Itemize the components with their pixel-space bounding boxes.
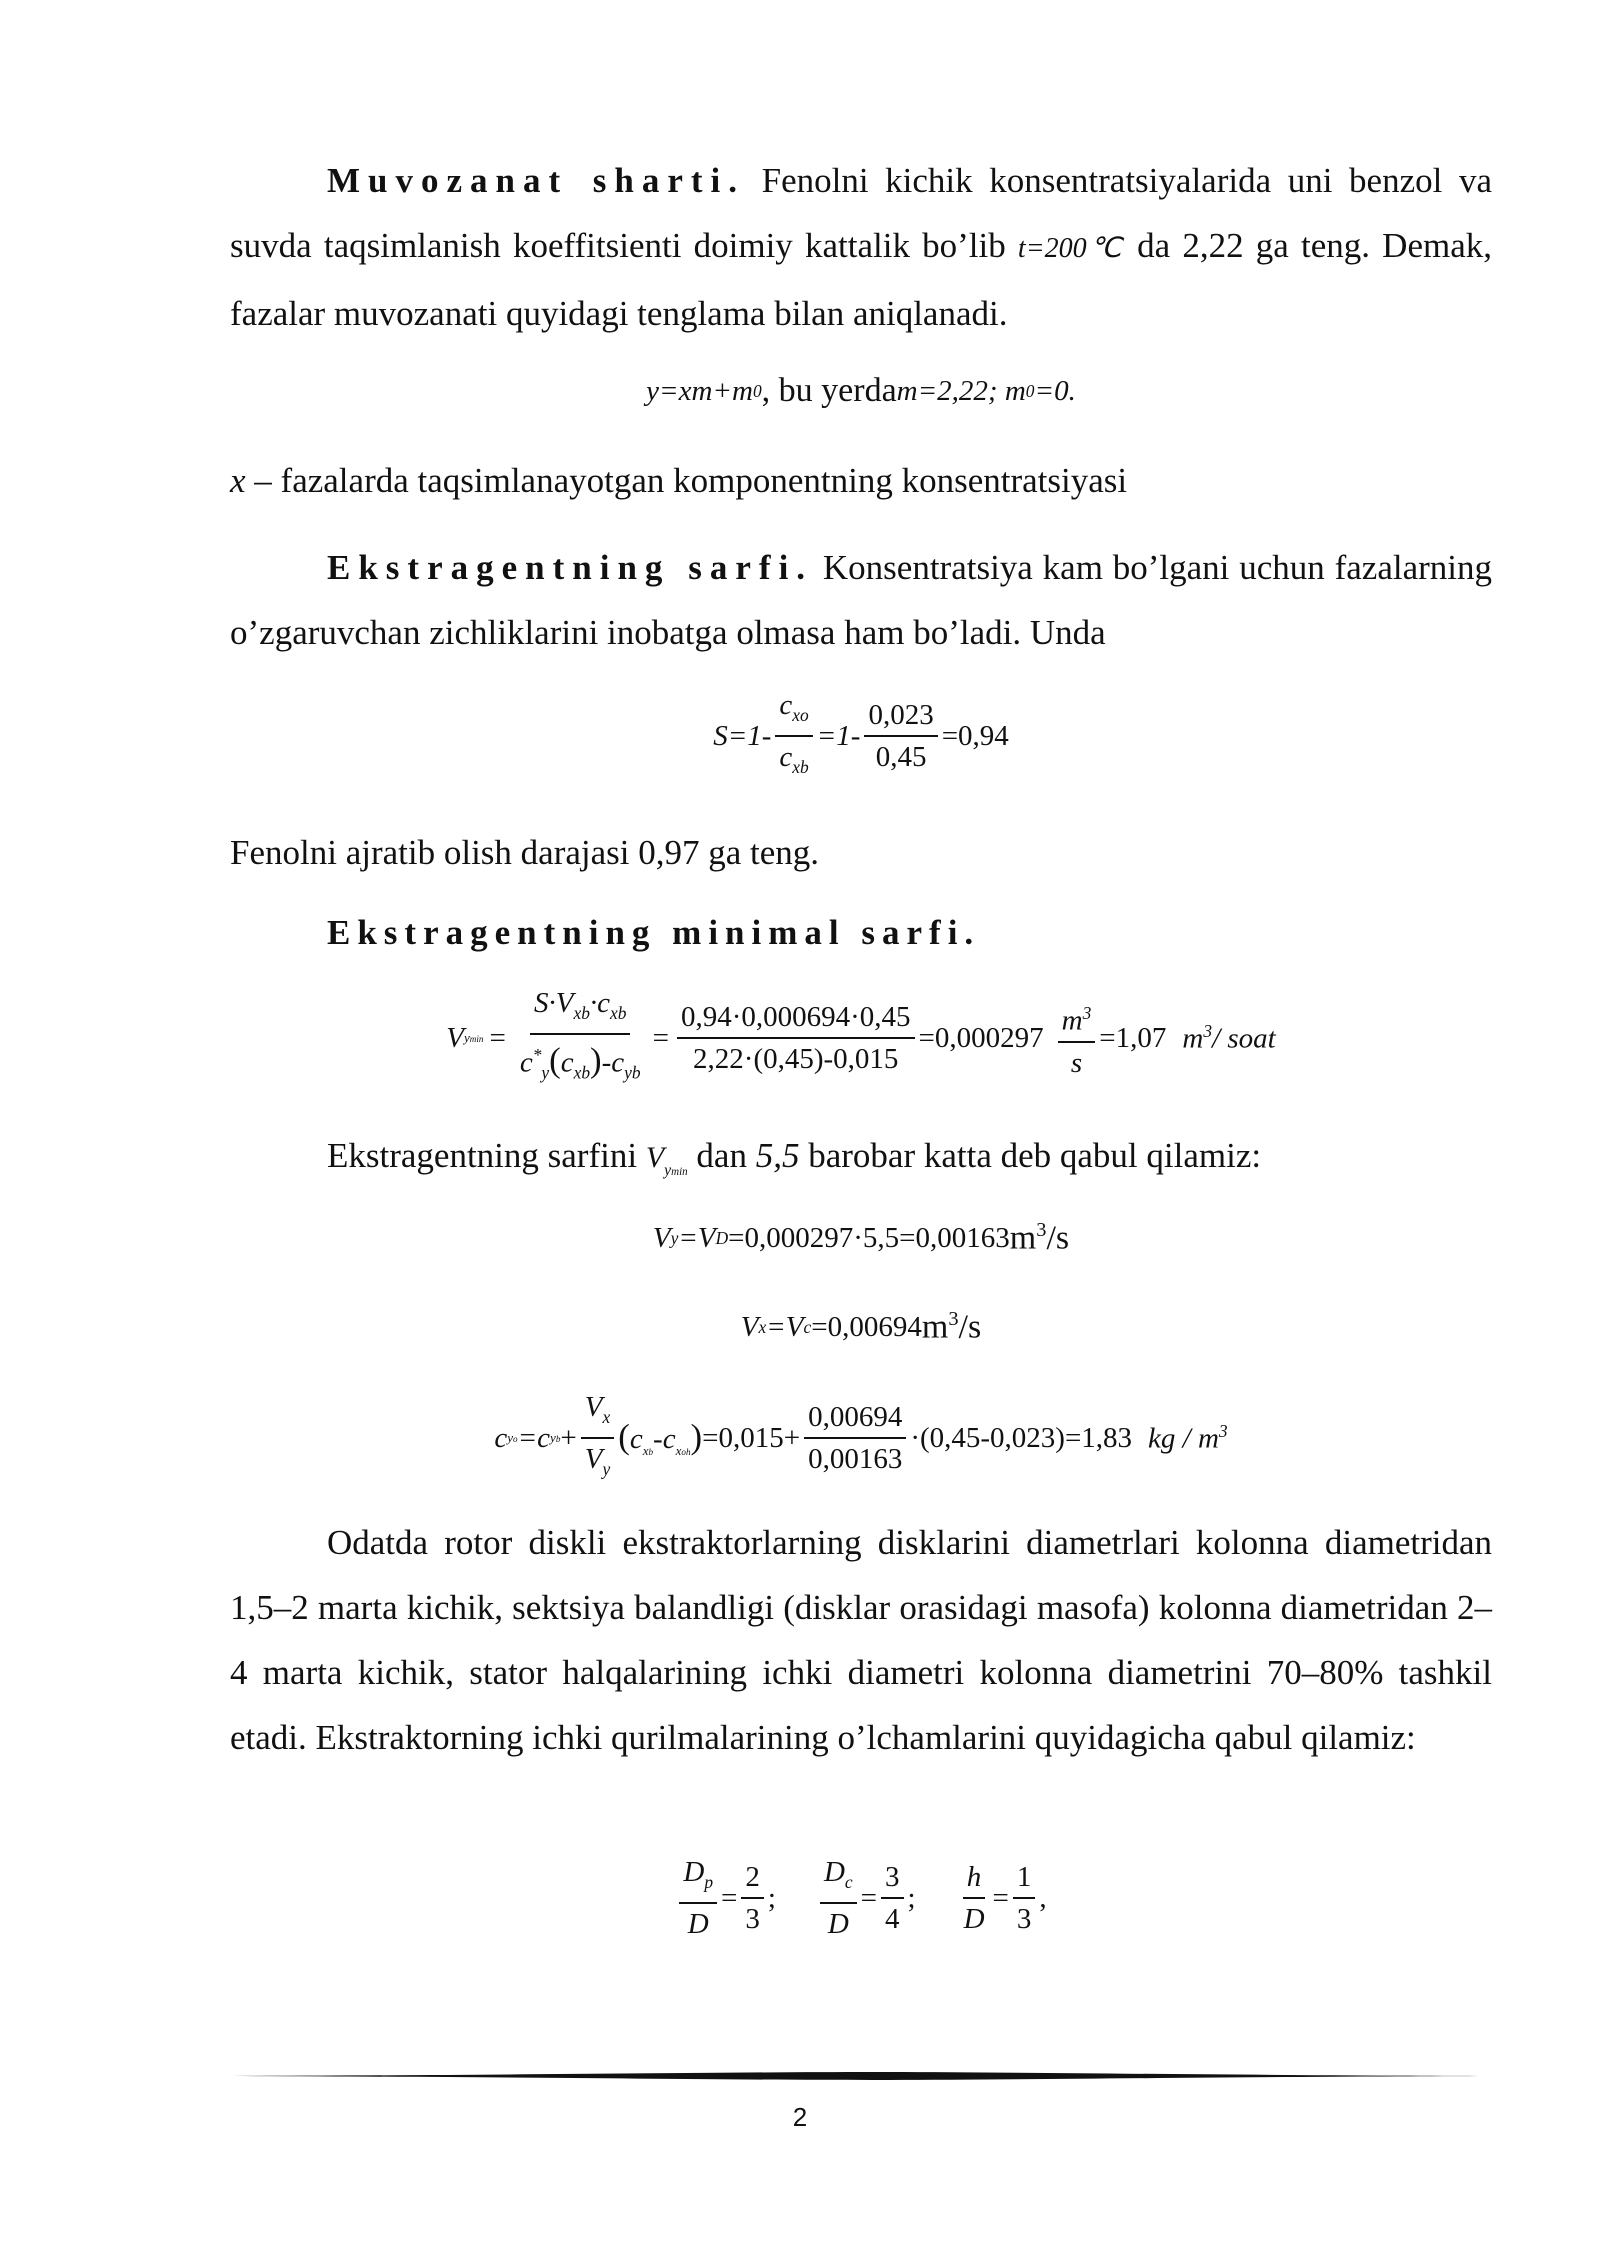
unit-sup: 3 xyxy=(1082,1003,1092,1024)
eq-sub: y xyxy=(464,1030,470,1045)
equation-ratios: $\frac{D_p}{D}$ = $\frac{2}{3}$ ; $\frac{D_c}{D}$ = $\frac{3}{4}$ ; $\frac{h}{D}$ = $\frac{1}{3}$ , xyxy=(230,1848,1492,1948)
eq-sub: y xyxy=(507,1430,514,1445)
equation-equilibrium xyxy=(230,366,1492,416)
unit: m xyxy=(1009,1219,1037,1257)
eq-sub: o xyxy=(513,1434,518,1444)
fraction-numeric xyxy=(804,1399,906,1477)
unit-sup: 3 xyxy=(1203,1020,1213,1041)
paragraph-text: da 2,22 ga teng. Demak, fazalar muvozanati quyidagi tenglama bilan aniqlanadi. xyxy=(230,226,1492,333)
unit: / soat xyxy=(1212,1022,1276,1055)
frac-den: -c xyxy=(601,1046,625,1079)
eq-sub: y xyxy=(550,1430,556,1445)
eq-result: =0,00694 xyxy=(811,1311,922,1343)
fraction-2-3 xyxy=(741,1859,764,1937)
eq-lhs: S=1- xyxy=(713,719,772,752)
frac-num: V xyxy=(584,1391,603,1424)
paragraph-text: Fenolni ajratib olish darajasi 0,97 ga teng. xyxy=(230,833,820,872)
eq-sub: 0 xyxy=(1025,380,1035,401)
eq-mid: =V xyxy=(766,1311,804,1343)
frac-den: 0,00163 xyxy=(808,1443,903,1475)
fraction-dp-d xyxy=(679,1854,717,1942)
frac-sub: xb xyxy=(610,1003,627,1024)
eq-mid: =1- xyxy=(816,719,861,752)
eq-rhs-end: =0. xyxy=(1034,374,1076,407)
frac-num: D xyxy=(683,1856,705,1889)
eq-sub: x xyxy=(758,1317,767,1337)
frac-num: ·c xyxy=(589,987,611,1020)
eq-mid: =c xyxy=(517,1421,551,1454)
frac-num: D xyxy=(823,1856,845,1889)
frac-num: 3 xyxy=(881,1859,904,1899)
var-sub: min xyxy=(671,1166,688,1178)
frac-sub: y xyxy=(602,1458,611,1479)
frac-den: c xyxy=(519,1046,533,1079)
separator: , xyxy=(1039,1881,1047,1914)
frac-den: 4 xyxy=(885,1903,900,1935)
frac-den: D xyxy=(963,1903,985,1935)
frac-sub: xb xyxy=(792,756,809,777)
frac-num: 2 xyxy=(741,1859,764,1899)
paren-term: -c xyxy=(653,1423,676,1456)
eq-tail: ·(0,45-0,023)=1,83 xyxy=(910,1421,1133,1454)
fraction-vx-vy xyxy=(581,1389,614,1487)
unit: /s xyxy=(1046,1219,1070,1257)
frac-den: 3 xyxy=(1016,1903,1032,1935)
eq-sub: D xyxy=(715,1228,729,1248)
frac-sub: xo xyxy=(792,705,809,725)
frac-num: S·V xyxy=(534,987,574,1020)
eq-sub: b xyxy=(555,1434,561,1444)
frac-sup: * xyxy=(532,1045,542,1066)
frac-den: D xyxy=(687,1907,709,1940)
equation-minimal-flow: V ymin = $\frac{S\cdot V_{xb}\cdot c_{xb}}{c^*_y(c_{xb})-c_{yb}}$ = $\frac{0,94\cdot 0,000694\cdot 0,45}{2,22\cdot(0,45)-0,015}$ =0,000297 $\frac{m^3}{s}$ =1,07 $m^3/$ soat xyxy=(230,988,1492,1088)
temperature-expr: t=200℃ xyxy=(1017,233,1125,264)
frac-den: D xyxy=(827,1907,849,1940)
fraction-c xyxy=(775,687,812,785)
eq-result: =0,015+ xyxy=(702,1421,801,1454)
equation-degree xyxy=(230,691,1492,781)
unit: m xyxy=(921,1308,949,1346)
frac-sub: c xyxy=(844,1871,853,1892)
paragraph-text: Ekstragentning sarfini xyxy=(327,1136,646,1175)
eq-result: =1,07 xyxy=(1099,1021,1167,1054)
separator: ; xyxy=(907,1881,916,1914)
eq-mid: =V xyxy=(678,1222,716,1254)
frac-sub: xb xyxy=(573,1003,590,1024)
eq-sub: b xyxy=(648,1446,654,1457)
unit-sup: 3 xyxy=(1036,1219,1047,1242)
eq-sub: min xyxy=(469,1034,484,1044)
fraction-symbolic: $\frac{S\cdot V_{xb}\cdot c_{xb}}{c^*_y(c_{xb})-c_{yb}}$ xyxy=(519,987,641,1083)
frac-sub: p xyxy=(704,1871,714,1892)
paragraph-text: Fenolni kichik konsentratsiyalarida uni benzol va suvda taqsimlanish koeffitsienti doimiy kattalik bo’lib xyxy=(230,161,1492,265)
variable-x: x xyxy=(230,461,246,500)
eq-result: =0,000297 xyxy=(918,1021,1044,1054)
frac-den: 2,22·(0,45)-0,015 xyxy=(693,1043,899,1075)
eq-lhs: c xyxy=(494,1421,508,1454)
heading-minimal-flow: Ekstragentning minimal sarfi. xyxy=(327,913,981,952)
fraction-dc-d xyxy=(820,1854,857,1942)
paragraph-text: barobar katta deb qabul qilamiz: xyxy=(799,1136,1262,1175)
frac-num: c xyxy=(779,689,793,722)
eq-sub: x xyxy=(642,1442,649,1458)
frac-den: V xyxy=(584,1443,603,1475)
equation-vx xyxy=(230,1300,1492,1355)
eq-result: =0,000297·5,5=0,00163 xyxy=(728,1222,1010,1254)
unit-sup: 3 xyxy=(948,1308,959,1331)
unit: /s xyxy=(958,1308,982,1346)
frac-num: 0,94·0,000694·0,45 xyxy=(677,999,915,1039)
fraction-unit xyxy=(1058,995,1096,1081)
eq-sub: x xyxy=(675,1442,682,1458)
eq-lhs: V xyxy=(652,1222,671,1254)
fraction-values xyxy=(864,697,937,775)
frac-sub: xb xyxy=(573,1062,591,1083)
paragraph-text: dan xyxy=(687,1136,756,1175)
factor: 5,5 xyxy=(755,1136,800,1175)
paragraph-minimal-flow xyxy=(230,900,1492,965)
eq-sub: oh xyxy=(681,1446,691,1457)
separator: ; xyxy=(767,1881,776,1914)
unit: kg / m xyxy=(1148,1422,1219,1455)
heading-equilibrium: Muvozanat sharti. xyxy=(327,161,746,200)
eq-text: , bu yerda xyxy=(761,372,897,409)
unit-den: s xyxy=(1070,1046,1083,1079)
frac-num: 1 xyxy=(1013,1859,1036,1899)
eq-lhs: V xyxy=(740,1311,759,1343)
eq-plus: + xyxy=(560,1421,577,1454)
paragraph-text: Konsentratsiya kam bo’lgani uchun fazalarning o’zgaruvchan zichliklarini inobatga olmasa ham bo’ladi. Unda xyxy=(230,548,1493,652)
frac-den: 3 xyxy=(745,1903,760,1935)
heading-extractant-flow: Ekstragentning sarfi. xyxy=(327,548,814,587)
paragraph-extractant-flow xyxy=(230,535,1492,665)
paragraph-accept-flow xyxy=(230,1123,1492,1205)
equation-cy: c yo =c yb + $\frac{V_x}{V_y}$ $(c_{xb}-c_{xoh})$ =0,015+ $\frac{0,00694}{0,00163}$ ·(0,45-0,023)=1,83 kg / $m^3$ xyxy=(230,1388,1492,1488)
paragraph-extraction-degree xyxy=(230,820,1492,885)
paragraph-x-definition xyxy=(230,448,1492,513)
paragraph-text: Odatda rotor diskli ekstraktorlarning disklarini diametrlari kolonna diametridan 1,5–2 marta kichik, sektsiya balandligi (disklar orasidagi masofa) kolonna diametridan 2–4 marta kichik, stator halqalarining ichki diametri kolonna diametrini 70–80% tashkil etadi. Ekstraktorning ichki qurilmalarining o’lchamlarini quyidagicha qabul qilamiz: xyxy=(230,1523,1492,1757)
variable-v: V xyxy=(645,1141,665,1174)
paragraph-dimensions xyxy=(230,1510,1492,1770)
fraction-h-d xyxy=(960,1859,989,1937)
frac-sub: x xyxy=(602,1407,611,1427)
fraction-1-3 xyxy=(1013,1859,1036,1937)
page-number: 2 xyxy=(792,2102,808,2132)
frac-den: 0,45 xyxy=(875,741,927,773)
frac-sub: yb xyxy=(624,1062,641,1083)
footer-rule xyxy=(232,2071,1492,2081)
frac-sub: y xyxy=(541,1062,550,1083)
paren-term: c xyxy=(629,1423,643,1456)
frac-num: 0,023 xyxy=(864,697,937,737)
eq-rhs: m=2,22; m xyxy=(896,374,1026,407)
equation-vy xyxy=(230,1211,1492,1266)
frac-den: c xyxy=(779,741,793,773)
unit-num: m xyxy=(1061,1004,1083,1037)
frac-den: c xyxy=(560,1046,574,1079)
frac-num: 0,00694 xyxy=(804,1399,906,1439)
paragraph-equilibrium xyxy=(230,148,1492,346)
eq-result: =0,94 xyxy=(941,719,1009,752)
eq-lhs: y=xm+m xyxy=(646,374,753,407)
var-sub: y xyxy=(664,1162,672,1179)
eq-sub: c xyxy=(803,1317,812,1337)
eq-sub: y xyxy=(670,1228,679,1248)
frac-num: h xyxy=(963,1859,986,1899)
fraction-3-4 xyxy=(881,1859,904,1937)
unit: m xyxy=(1182,1022,1204,1055)
paragraph-text: – fazalarda taqsimlanayotgan komponentning konsentratsiyasi xyxy=(245,461,1128,500)
fraction-numeric xyxy=(677,999,915,1077)
unit-sup: 3 xyxy=(1218,1420,1228,1441)
eq-sub: 0 xyxy=(752,380,762,401)
eq-lhs: V xyxy=(446,1021,464,1054)
